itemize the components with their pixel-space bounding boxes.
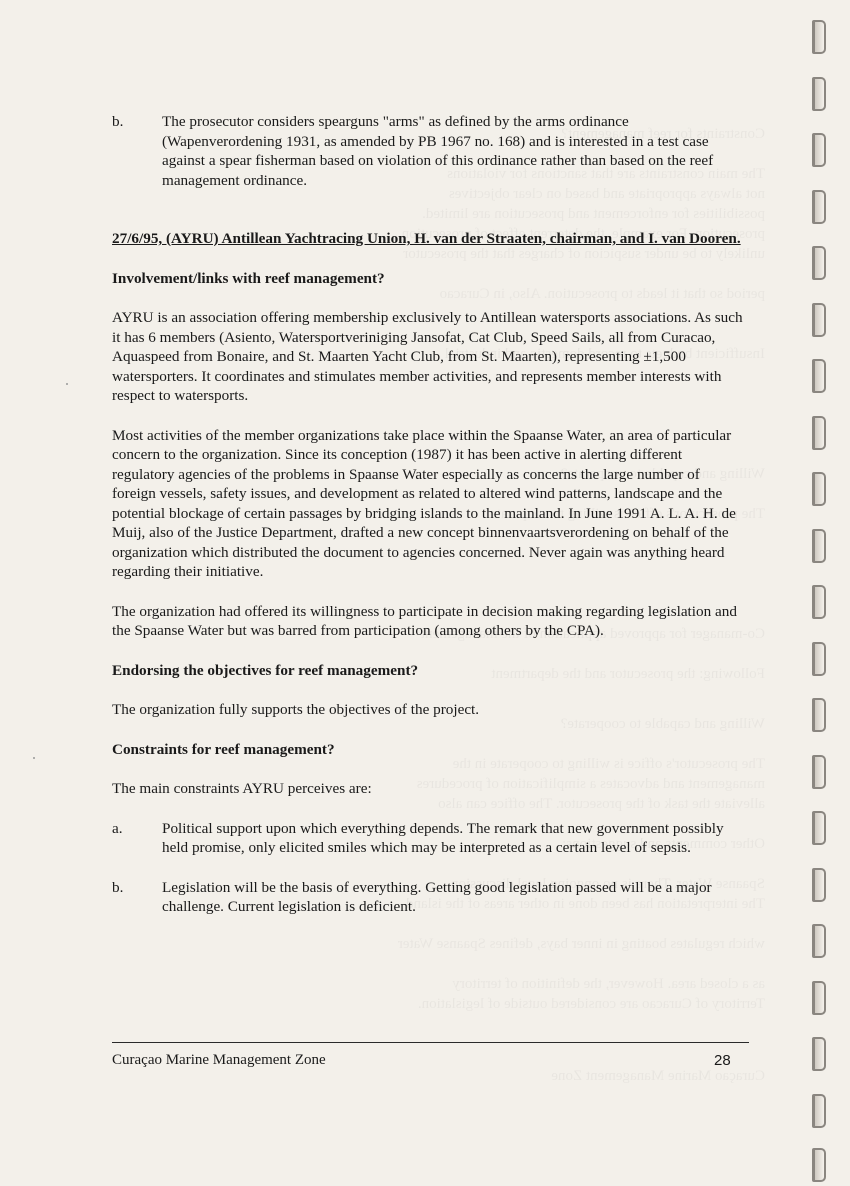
paper-speck <box>33 757 35 759</box>
paragraph: AYRU is an association offering membership exclusively to Antillean watersports associations. As such it has 6 members (Asiento, Watersportveriniging Jansofat, Cat Club, Speed Sails, all from Curacao, Aquaspeed from Bonaire, and St. Maarten Yacht Club, from St. Maarten), representing ±1,500 watersporters. It coordinates and stimulates member activities, and represents member interests with respect to watersports. <box>112 309 743 404</box>
binding-ring <box>812 924 826 958</box>
list-item <box>112 112 747 190</box>
binding-ring <box>812 642 826 676</box>
binding-ring <box>812 133 826 167</box>
paragraph: The organization had offered its willingness to participate in decision making regarding legislation and the Spaanse Water but was barred from participation (among others by the CPA). <box>112 602 737 639</box>
paper-speck <box>66 383 68 385</box>
list-item-label: a. <box>112 819 123 837</box>
subheading-constraints: Constraints for reef management? <box>112 740 335 758</box>
document-body <box>112 112 747 917</box>
list-item-label: b. <box>112 113 124 130</box>
footer-title: Curaçao Marine Management Zone <box>112 1052 326 1068</box>
binding-ring <box>812 868 826 902</box>
footer-rule <box>112 1042 749 1043</box>
binding-ring <box>812 1148 826 1182</box>
binding-ring <box>812 20 826 54</box>
subheading-involvement: Involvement/links with reef management? <box>112 269 385 287</box>
binding-ring <box>812 77 826 111</box>
binding-ring <box>812 755 826 789</box>
list-item <box>112 819 747 858</box>
binding-ring <box>812 246 826 280</box>
paragraph: The main constraints AYRU perceives are: <box>112 780 372 797</box>
paragraph: Most activities of the member organizations take place within the Spaanse Water, an area of particular concern to the organization. Since its conception (1987) it has been active in alerting different regulatory agencies of the problems in Spaanse Water especially as concerns the large number of foreign vessels, safety issues, and development as related to altered wind patterns, landscape and the potential blockage of certain passages by bridging islands to the mainland. In June 1991 A. L. A. H. de Muij, also of the Justice Department, drafted a new concept binnenvaartsverordening on behalf of the organization which distributed the document to agencies concerned. Never again was anything heard regarding their initiative. <box>112 426 736 580</box>
section-heading: 27/6/95, (AYRU) Antillean Yachtracing Union, H. van der Straaten, chairman, and I. van Dooren. <box>112 230 741 247</box>
list-item-text: Political support upon which everything depends. The remark that new government possibly held promise, only elicited smiles which may be interpreted as a certain level of sepsis. <box>162 819 724 856</box>
binding-ring <box>812 981 826 1015</box>
binding-ring <box>812 303 826 337</box>
binding-ring <box>812 190 826 224</box>
binding-ring <box>812 585 826 619</box>
list-item <box>112 878 747 917</box>
binding-ring <box>812 698 826 732</box>
binding-ring <box>812 1037 826 1071</box>
list-item-text: Legislation will be the basis of everything. Getting good legislation passed will be a major challenge. Current legislation is deficient. <box>162 878 712 915</box>
binding-ring <box>812 811 826 845</box>
binding-ring <box>812 472 826 506</box>
list-item-text: The prosecutor considers spearguns "arms" as defined by the arms ordinance (Wapenverordening 1931, as amended by PB 1967 no. 168) and is interested in a test case against a spear fisherman based on violation of this ordinance rather than based on the reef management ordinance. <box>162 113 714 189</box>
binding-ring <box>812 529 826 563</box>
paragraph: The organization fully supports the objectives of the project. <box>112 701 480 718</box>
list-item-label: b. <box>112 878 124 896</box>
binding-ring <box>812 1094 826 1128</box>
binding-ring <box>812 416 826 450</box>
binding-ring <box>812 359 826 393</box>
page-number: 28 <box>714 1052 731 1069</box>
subheading-endorsing: Endorsing the objectives for reef management? <box>112 661 419 679</box>
